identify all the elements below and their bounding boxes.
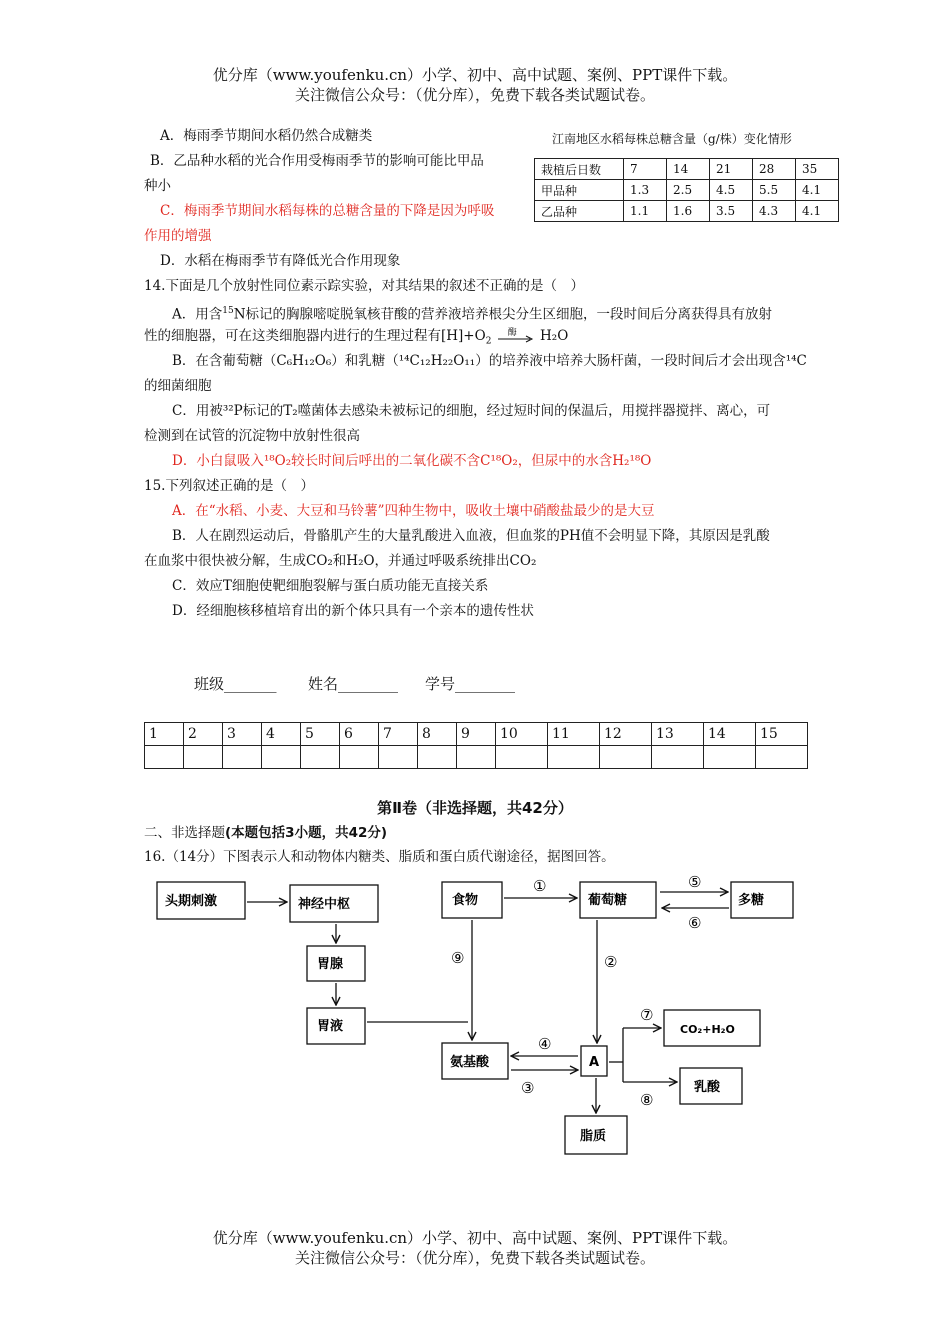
q14-a2-text: 性的细胞器，可在这类细胞器内进行的生理过程有[H]+O — [144, 328, 486, 344]
sugar-table-cell: 5.5 — [753, 180, 796, 201]
answer-cell[interactable] — [496, 746, 548, 769]
glucose-label: 葡萄糖 — [588, 893, 628, 908]
q15-option-b-line2: 在血浆中很快被分解，生成CO₂和H₂O，并通过呼吸系统排出CO₂ — [144, 553, 537, 569]
q15-option-d: D．经细胞核移植培育出的新个体只具有一个亲本的遗传性状 — [172, 603, 534, 619]
stomach-gland-label: 胃腺 — [317, 957, 344, 972]
sugar-table-header-row — [535, 159, 839, 180]
sugar-table-cell: 3.5 — [710, 201, 753, 222]
q14-stem: 14.下面是几个放射性同位素示踪实验，对其结果的叙述不正确的是（ ） — [144, 278, 584, 294]
stimulus-label: 头期刺激 — [165, 894, 218, 909]
q14-option-c-line2: 检测到在试管的沉淀物中放射性很高 — [144, 428, 360, 444]
answer-cell[interactable] — [379, 746, 418, 769]
step-2-label: ② — [604, 953, 618, 971]
polysaccharide-label: 多糖 — [738, 893, 765, 908]
sugar-table-day: 28 — [753, 159, 796, 180]
section-2-intro-bold: (本题包括3小题，共42分) — [225, 825, 388, 841]
fat-label: 脂质 — [580, 1129, 607, 1144]
sugar-table-row — [535, 180, 839, 201]
answer-grid-number: 13 — [652, 723, 704, 746]
sugar-table-day: 21 — [710, 159, 753, 180]
answer-cell[interactable] — [184, 746, 223, 769]
q14-option-a-line2 — [144, 327, 568, 351]
answer-grid-number: 4 — [262, 723, 301, 746]
step-5-label: ⑤ — [688, 873, 702, 891]
footer-line-1: 优分库（www.youfenku.cn）小学、初中、高中试题、案例、PPT课件下载。 — [212, 1229, 738, 1247]
student-id-field-label: 学号________ — [425, 675, 516, 693]
step-1-label: ① — [533, 877, 547, 895]
reaction-arrow-icon — [496, 330, 536, 344]
q14-option-d: D．小白鼠吸入¹⁸O₂较长时间后呼出的二氧化碳不含C¹⁸O₂，但尿中的水含H₂¹⁸O — [172, 453, 652, 469]
step-8-label: ⑧ — [640, 1091, 654, 1109]
answer-cell[interactable] — [262, 746, 301, 769]
answer-cell[interactable] — [548, 746, 600, 769]
q14-option-b-line1: B．在含葡萄糖（C₆H₁₂O₆）和乳糖（¹⁴C₁₂H₂₂O₁₁）的培养液中培养大肠杆菌，一段时间后才会出现含¹⁴C — [172, 353, 807, 369]
answer-cell[interactable] — [223, 746, 262, 769]
answer-cell[interactable] — [652, 746, 704, 769]
answer-cell[interactable] — [600, 746, 652, 769]
sugar-table — [534, 158, 839, 222]
answer-cell[interactable] — [756, 746, 808, 769]
q13-option-d: D．水稻在梅雨季节有降低光合作用现象 — [160, 253, 401, 269]
enzyme-arrow-icon — [496, 327, 536, 344]
answer-grid-number-row — [145, 723, 808, 746]
sugar-table-caption: 江南地区水稻每株总糖含量（g/株）变化情形 — [552, 132, 792, 146]
answer-grid-number: 6 — [340, 723, 379, 746]
answer-cell[interactable] — [145, 746, 184, 769]
answer-grid-number: 5 — [301, 723, 340, 746]
sugar-table-day: 35 — [796, 159, 839, 180]
answer-grid-number: 12 — [600, 723, 652, 746]
q14-a-superscript: 15 — [222, 306, 234, 316]
sugar-table-row-label: 乙品种 — [535, 201, 624, 222]
q15-option-a: A．在“水稻、小麦、大豆和马铃薯”四种生物中，吸收土壤中硝酸盐最少的是大豆 — [172, 503, 655, 519]
sugar-table-day: 14 — [667, 159, 710, 180]
gastric-juice-label: 胃液 — [317, 1019, 344, 1034]
sugar-table-cell: 4.5 — [710, 180, 753, 201]
footer-line-2: 关注微信公众号：（优分库），免费下载各类试题试卷。 — [294, 1249, 655, 1267]
q14-option-b-line2: 的细菌细胞 — [144, 378, 212, 394]
amino-acid-label: 氨基酸 — [450, 1055, 490, 1070]
q15-option-b-line1: B．人在剧烈运动后，骨骼肌产生的大量乳酸进入血液，但血浆的PH值不会明显下降，其原因是乳酸 — [172, 528, 770, 544]
answer-grid — [144, 722, 808, 769]
section-2-intro-prefix: 二、非选择题 — [144, 825, 225, 841]
answer-grid-number: 11 — [548, 723, 600, 746]
q14-a-prefix: A．用含 — [172, 306, 223, 323]
answer-grid-number: 2 — [184, 723, 223, 746]
q14-a2-subscript: 2 — [485, 336, 492, 347]
q14-a2-product: H₂O — [540, 328, 569, 344]
food-label: 食物 — [452, 893, 479, 908]
q14-option-a-line1 — [172, 302, 772, 324]
step-9-label: ⑨ — [451, 949, 465, 967]
sugar-table-cell: 2.5 — [667, 180, 710, 201]
question-16-stem: 16.（14分）下图表示人和动物体内糖类、脂质和蛋白质代谢途径，据图回答。 — [144, 849, 615, 865]
header-line-2: 关注微信公众号：（优分库），免费下载各类试题试卷。 — [294, 86, 655, 104]
answer-grid-number: 9 — [457, 723, 496, 746]
sugar-table-row-label: 甲品种 — [535, 180, 624, 201]
answer-cell[interactable] — [340, 746, 379, 769]
enzyme-label: 酶 — [507, 327, 517, 338]
answer-cell[interactable] — [704, 746, 756, 769]
q13-option-b-line1: B．乙品种水稻的光合作用受梅雨季节的影响可能比甲品 — [150, 153, 484, 169]
sugar-table-cell: 4.3 — [753, 201, 796, 222]
answer-grid-number: 10 — [496, 723, 548, 746]
answer-cell[interactable] — [301, 746, 340, 769]
a-node-label: A — [589, 1055, 600, 1070]
co2-h2o-label: CO₂+H₂O — [680, 1023, 735, 1036]
q15-stem: 15.下列叙述正确的是（ ） — [144, 478, 314, 494]
step-4-label: ④ — [538, 1035, 552, 1053]
lactic-acid-label: 乳酸 — [694, 1080, 721, 1095]
section-2-intro — [144, 824, 387, 842]
answer-grid-number: 8 — [418, 723, 457, 746]
q14-option-c-line1: C．用被³²P标记的T₂噬菌体去感染未被标记的细胞，经过短时间的保温后，用搅拌器搅拌、离心，可 — [172, 403, 771, 419]
nerve-center-label: 神经中枢 — [298, 897, 351, 912]
sugar-table-row — [535, 201, 839, 222]
answer-grid-number: 7 — [379, 723, 418, 746]
q15-option-c: C．效应T细胞使靶细胞裂解与蛋白质功能无直接关系 — [172, 578, 489, 594]
q13-option-b-line2: 种小 — [144, 178, 171, 194]
class-field-label: 班级_______ — [194, 675, 277, 693]
name-field-label: 姓名________ — [308, 675, 399, 693]
sugar-table-cell: 4.1 — [796, 180, 839, 201]
step-3-label: ③ — [521, 1079, 535, 1097]
metabolism-diagram — [0, 870, 950, 1170]
answer-cell[interactable] — [457, 746, 496, 769]
answer-cell[interactable] — [418, 746, 457, 769]
sugar-table-cell: 1.1 — [624, 201, 667, 222]
answer-grid-number: 3 — [223, 723, 262, 746]
q13-option-c-line2: 作用的增强 — [144, 228, 212, 244]
step-7-label: ⑦ — [640, 1006, 654, 1024]
q13-option-a: A．梅雨季节期间水稻仍然合成糖类 — [160, 128, 373, 144]
answer-grid-number: 14 — [704, 723, 756, 746]
q14-a-text: N标记的胸腺嘧啶脱氧核苷酸的营养液培养根尖分生区细胞，一段时间后分离获得具有放射 — [233, 306, 773, 323]
sugar-table-day: 7 — [624, 159, 667, 180]
q13-option-c-line1: C．梅雨季节期间水稻每株的总糖含量的下降是因为呼吸 — [160, 203, 495, 219]
answer-grid-number: 15 — [756, 723, 808, 746]
step-6-label: ⑥ — [688, 914, 702, 932]
section-2-title: 第Ⅱ卷（非选择题，共42分） — [377, 799, 573, 817]
sugar-table-cell: 1.3 — [624, 180, 667, 201]
header-line-1: 优分库（www.youfenku.cn）小学、初中、高中试题、案例、PPT课件下载。 — [212, 66, 738, 84]
answer-grid-blank-row — [145, 746, 808, 769]
sugar-table-head-label: 栽植后日数 — [535, 159, 624, 180]
sugar-table-cell: 4.1 — [796, 201, 839, 222]
sugar-table-cell: 1.6 — [667, 201, 710, 222]
answer-grid-number: 1 — [145, 723, 184, 746]
